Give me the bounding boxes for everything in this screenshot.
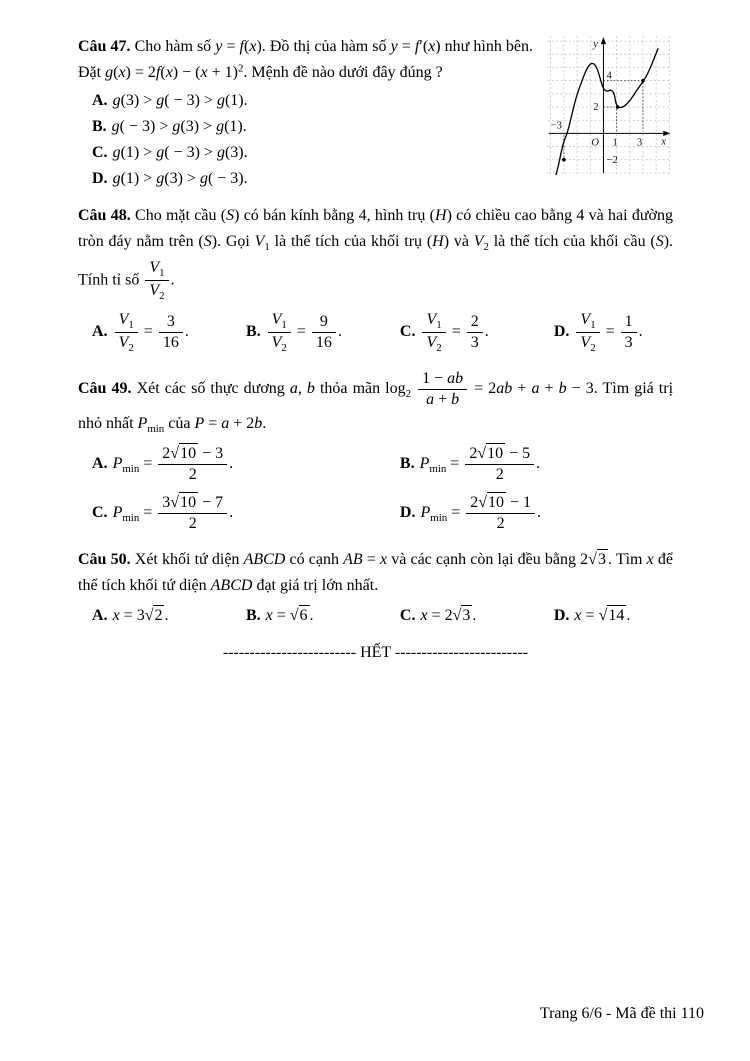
option-text: $P_{min}$ = $\frac{2√10 - 1}{2}$ . bbox=[420, 493, 542, 532]
option-label: B. bbox=[399, 454, 415, 472]
option-c bbox=[400, 603, 554, 629]
tick-2: 2 bbox=[593, 102, 599, 114]
options-list bbox=[78, 443, 673, 535]
question-48 bbox=[78, 203, 673, 356]
option-c bbox=[92, 492, 400, 535]
end-of-exam-line: ------------------------- HẾT ------------------------- bbox=[222, 644, 529, 662]
option-text: g(1) > g(3) > g( − 3). bbox=[112, 169, 248, 187]
option-b bbox=[246, 309, 400, 357]
option-text: $P_{min}$ = $\frac{3√10 - 7}{2}$ . bbox=[112, 493, 234, 532]
option-c bbox=[400, 309, 554, 357]
tick-neg2: −2 bbox=[606, 154, 618, 166]
option-b bbox=[246, 603, 400, 629]
option-text: x = 3√2 . bbox=[112, 606, 169, 624]
option-label: A. bbox=[92, 91, 108, 109]
question-body: Câu 48. Cho mặt cầu (S) có bán kính bằng 4, hình trụ (H) có chiều cao bằng 4 và hai đường tròn đáy nằm trên (S). Gọi $V_1$ là thể tích của khối trụ (H) và $V_2$ là thể tích của khối cầu (S). Tính tỉ số $\frac{V_1}{V_2}$ . bbox=[78, 207, 674, 302]
question-49 bbox=[78, 368, 673, 534]
option-text: $\frac{V_1}{V_2}$ = $\frac{9}{16}$ . bbox=[266, 323, 342, 340]
marked-point bbox=[616, 105, 620, 109]
option-a bbox=[92, 603, 246, 629]
question-50 bbox=[78, 547, 673, 629]
option-label: C. bbox=[399, 606, 416, 624]
option-text: $P_{min}$ = $\frac{2√10 - 5}{2}$ . bbox=[419, 444, 541, 483]
option-text: g(3) > g( − 3) > g(1). bbox=[112, 91, 248, 109]
option-text: x = √14 . bbox=[574, 606, 631, 624]
tick-3: 3 bbox=[636, 137, 643, 149]
tick-neg3: −3 bbox=[550, 120, 563, 132]
option-label: A. bbox=[92, 323, 108, 341]
option-label: A. bbox=[92, 606, 108, 624]
option-b bbox=[400, 443, 673, 486]
option-text: $P_{min}$ = $\frac{2√10 - 3}{2}$ . bbox=[112, 444, 234, 483]
question-body: Câu 47. Cho hàm số y = f(x). Đồ thị của hàm số y = f′(x) như hình bên. Đặt $g(x) = 2f(x) - (x + 1)^2$. Mệnh đề nào dưới đây đúng ? bbox=[78, 38, 534, 81]
option-label: C. bbox=[399, 323, 416, 341]
y-axis-arrow bbox=[601, 37, 606, 44]
axes bbox=[549, 42, 666, 173]
option-d bbox=[400, 492, 673, 535]
option-text: $\frac{V_1}{V_2}$ = $\frac{1}{3}$ . bbox=[574, 323, 642, 340]
option-label: B. bbox=[245, 323, 261, 341]
origin-label: O bbox=[591, 137, 599, 149]
option-label: C. bbox=[92, 503, 108, 521]
option-text: x = 2√3 . bbox=[420, 606, 477, 624]
question-body: Câu 49. Xét các số thực dương a, b thỏa mãn $\log_2$ $\frac{1 - ab}{a + b}$ = 2ab + a + b − 3. Tìm giá trị nhỏ nhất $P_{min}$ của P = a + 2b. bbox=[78, 370, 674, 436]
marked-point bbox=[562, 158, 566, 162]
option-text: g(1) > g( − 3) > g(3). bbox=[112, 143, 248, 161]
option-d bbox=[554, 309, 673, 357]
option-label: D. bbox=[92, 169, 108, 187]
x-axis-label: x bbox=[661, 136, 666, 148]
option-label: D. bbox=[553, 323, 570, 341]
option-label: C. bbox=[92, 143, 108, 161]
options-list bbox=[78, 603, 673, 629]
marked-point bbox=[641, 79, 645, 83]
option-text: g( − 3) > g(3) > g(1). bbox=[111, 117, 247, 135]
question-47 bbox=[78, 34, 673, 191]
option-a bbox=[92, 443, 400, 486]
tick-4: 4 bbox=[606, 70, 612, 82]
page-footer: Trang 6/6 - Mã đề thi 110 bbox=[539, 1005, 704, 1023]
option-text: $\frac{V_1}{V_2}$ = $\frac{3}{16}$ . bbox=[113, 323, 189, 340]
grid bbox=[548, 36, 671, 174]
option-label: D. bbox=[553, 606, 570, 624]
option-label: B. bbox=[245, 606, 261, 624]
options-list bbox=[78, 309, 673, 357]
option-label: B. bbox=[92, 117, 107, 135]
option-label: D. bbox=[399, 503, 416, 521]
tick-1: 1 bbox=[612, 137, 618, 149]
y-axis-label: y bbox=[593, 39, 599, 51]
option-label: A. bbox=[92, 454, 108, 472]
f-prime-graph bbox=[545, 34, 673, 176]
option-text: x = √6 . bbox=[265, 606, 314, 624]
option-a bbox=[92, 309, 246, 357]
option-d bbox=[554, 603, 673, 629]
option-text: $\frac{V_1}{V_2}$ = $\frac{2}{3}$ . bbox=[420, 323, 488, 340]
question-body: Câu 50. Xét khối tứ diện ABCD có cạnh AB = x và các cạnh còn lại đều bằng 2√3 . Tìm x để thể tích khối tứ diện ABCD đạt giá trị lớn nhất. bbox=[78, 550, 673, 594]
